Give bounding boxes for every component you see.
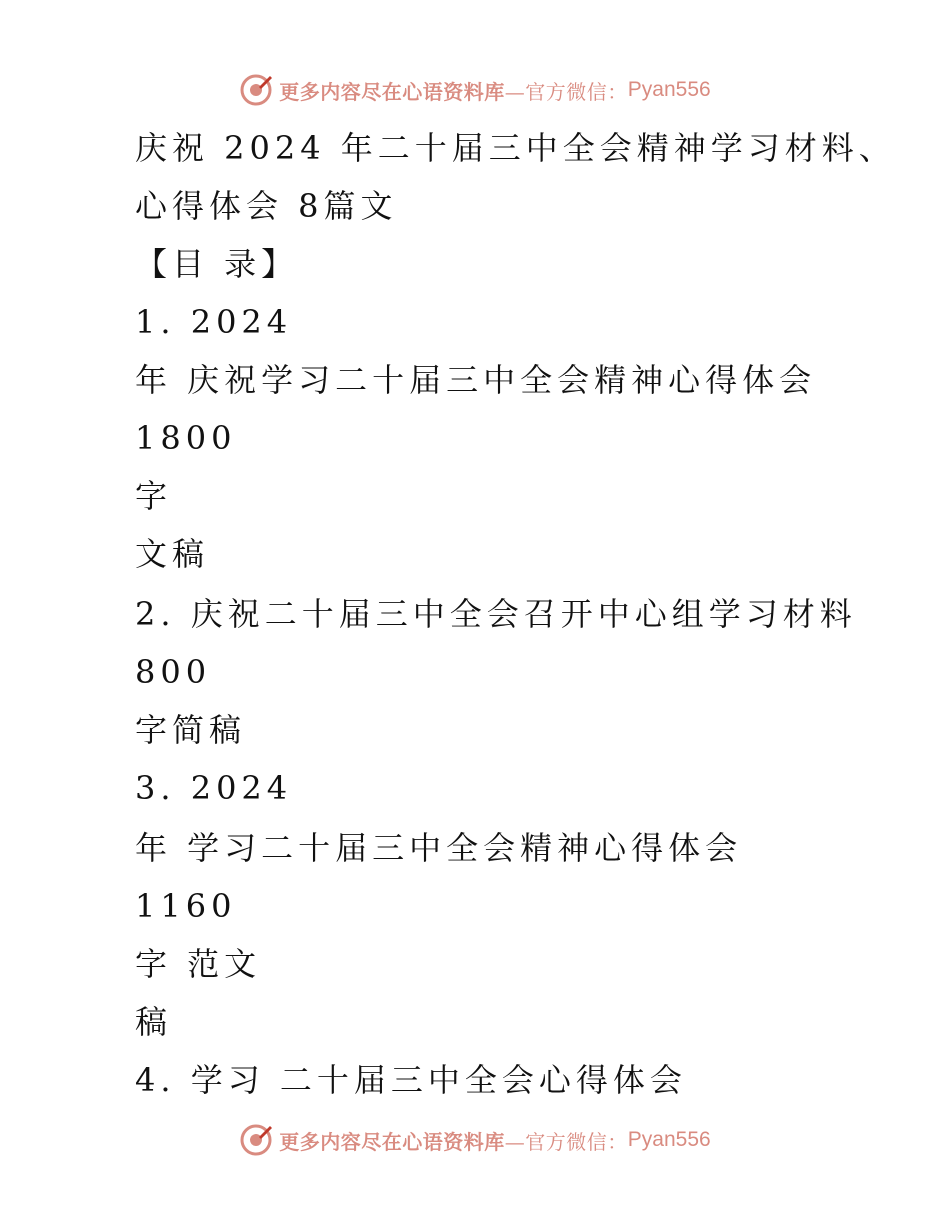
- watermark-handle: Pyan556: [627, 78, 711, 101]
- toc-line: 文稿: [135, 535, 210, 573]
- toc-line: 800: [135, 653, 212, 691]
- document-title-line-2: 心得体会 8篇文: [135, 187, 398, 225]
- watermark-banner-top: [0, 68, 950, 112]
- toc-line: 1800: [135, 419, 237, 457]
- toc-line: 稿: [135, 1003, 173, 1041]
- document-title-line-1: 庆祝 2024 年二十届三中全会精神学习材料、: [135, 129, 896, 167]
- toc-line: 1. 2024: [135, 303, 293, 341]
- watermark-wechat-prefix: —官方微信：: [504, 1129, 628, 1154]
- toc-line: 字简稿: [135, 711, 247, 749]
- watermark-brand: 更多内容尽在心语资料库: [279, 1129, 505, 1154]
- watermark-brand: 更多内容尽在心语资料库: [279, 79, 505, 104]
- toc-line: 字: [135, 477, 173, 515]
- toc-line: 1160: [135, 887, 237, 925]
- watermark-wechat-prefix: —官方微信：: [504, 79, 628, 104]
- watermark-handle: Pyan556: [627, 1128, 711, 1151]
- toc-line: 年 学习二十届三中全会精神心得体会: [135, 829, 743, 867]
- toc-heading: 【目 录】: [135, 245, 299, 283]
- watermark-banner-bottom: [0, 1118, 950, 1162]
- toc-line: 字 范文: [135, 945, 262, 983]
- toc-line: 3. 2024: [135, 769, 293, 807]
- toc-line: 4. 学习 二十届三中全会心得体会: [135, 1061, 687, 1099]
- pen-logo-icon: [239, 73, 273, 107]
- pen-logo-icon: [239, 1123, 273, 1157]
- toc-line: 2. 庆祝二十届三中全会召开中心组学习材料: [135, 595, 857, 633]
- toc-line: 年 庆祝学习二十届三中全会精神心得体会: [135, 361, 817, 399]
